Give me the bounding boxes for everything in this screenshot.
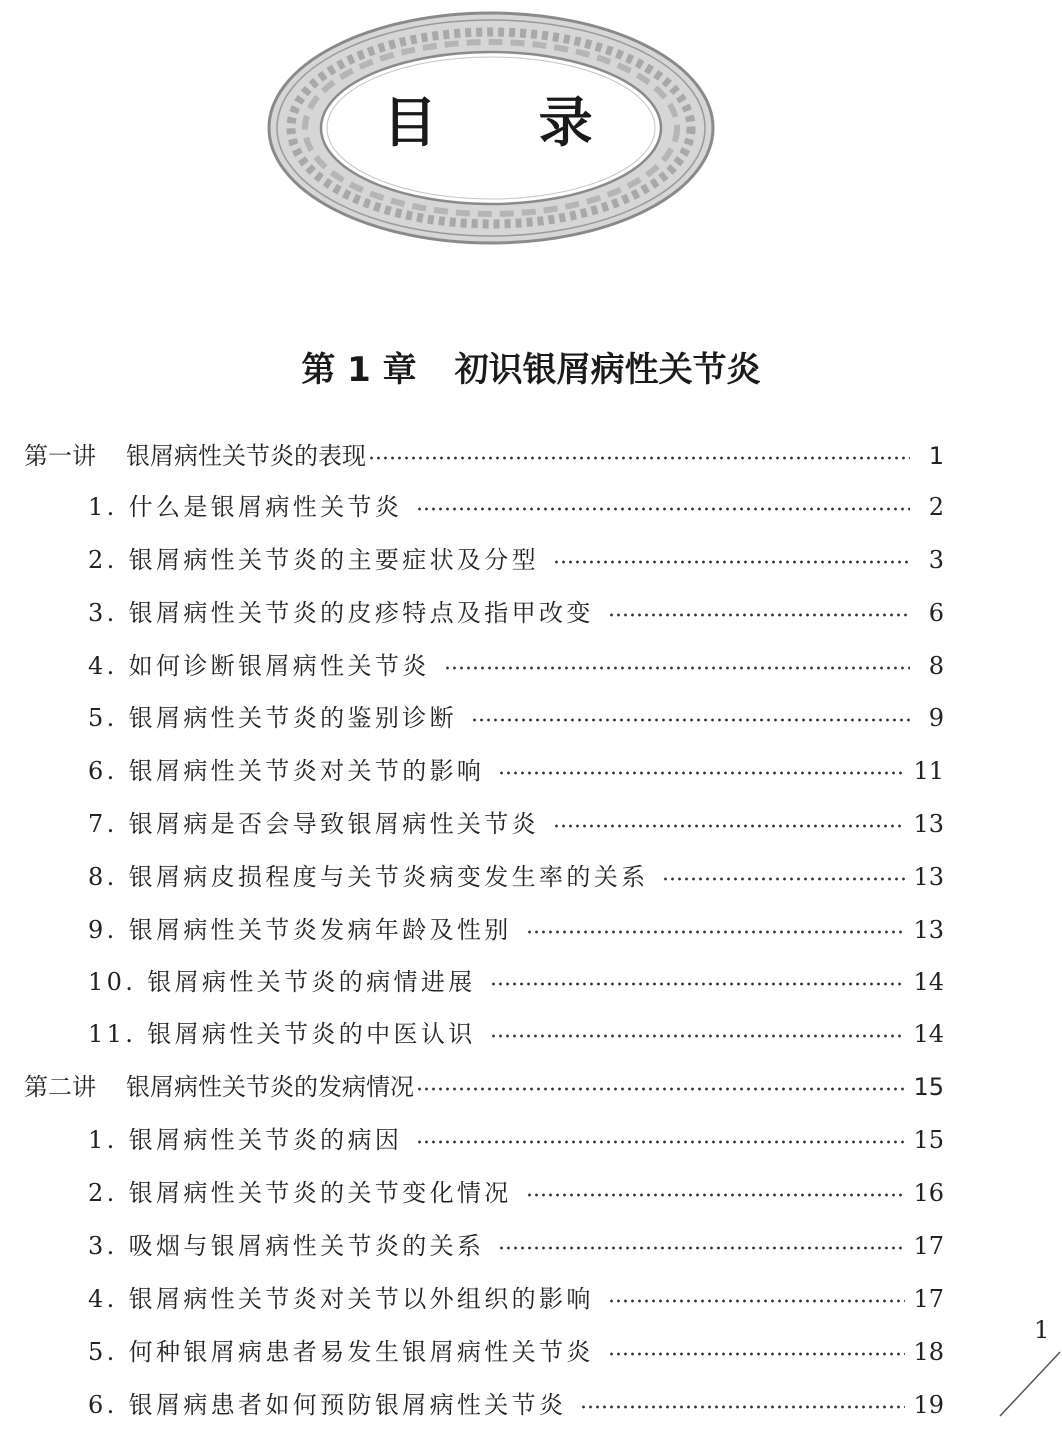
lecture-title: 银屑病性关节炎的发病情况	[126, 1073, 414, 1101]
toc-item[interactable]	[88, 1228, 944, 1264]
page-ref: 6	[928, 599, 944, 627]
dot-leader	[416, 1140, 905, 1144]
toc-item-label: 6. 银屑病性关节炎对关节的影响	[88, 757, 485, 785]
toc-item-label: 7. 银屑病是否会导致银屑病性关节炎	[88, 810, 540, 838]
page-ref: 16	[913, 1179, 944, 1207]
toc-item[interactable]	[88, 648, 944, 684]
toc-item-label: 2. 银屑病性关节炎的主要症状及分型	[88, 546, 540, 574]
toc-item-label: 6. 银屑病患者如何预防银屑病性关节炎	[88, 1391, 567, 1419]
dot-leader	[553, 824, 905, 828]
dot-leader	[498, 1246, 905, 1250]
toc-item-label: 3. 银屑病性关节炎的皮疹特点及指甲改变	[88, 599, 594, 627]
toc-item[interactable]	[88, 859, 944, 895]
toc-item-label: 4. 如何诊断银屑病性关节炎	[88, 652, 430, 680]
corner-diagonal-line	[996, 1350, 1062, 1420]
toc-item-label: 2. 银屑病性关节炎的关节变化情况	[88, 1179, 512, 1207]
page-ref: 17	[913, 1232, 944, 1260]
dot-leader	[471, 718, 910, 722]
page-ref: 17	[913, 1285, 944, 1313]
toc-lecture-1[interactable]	[24, 438, 944, 474]
toc-item[interactable]	[88, 806, 944, 842]
page-ref: 3	[928, 546, 944, 574]
dot-leader	[662, 877, 905, 881]
toc-item-label: 1. 银屑病性关节炎的病因	[88, 1126, 403, 1154]
lecture-title: 银屑病性关节炎的表现	[126, 442, 366, 470]
toc-item-label: 8. 银屑病皮损程度与关节炎病变发生率的关系	[88, 863, 649, 891]
toc-item[interactable]	[88, 1334, 944, 1370]
toc-item-label: 9. 银屑病性关节炎发病年龄及性别	[88, 916, 512, 944]
dot-leader	[498, 771, 905, 775]
dot-leader	[608, 1299, 906, 1303]
toc-item[interactable]	[88, 489, 944, 525]
page-ref: 2	[928, 493, 944, 521]
page-ref: 18	[913, 1338, 944, 1366]
toc-item[interactable]	[88, 1387, 944, 1423]
dot-leader	[368, 456, 910, 460]
toc-item-label: 10. 银屑病性关节炎的病情进展	[88, 968, 476, 996]
dot-leader	[553, 560, 910, 564]
chapter-title: 初识银屑病性关节炎	[454, 350, 761, 390]
dot-leader	[416, 507, 910, 511]
page-ref: 19	[913, 1391, 944, 1419]
lecture-number: 第二讲	[24, 1073, 96, 1101]
toc-item[interactable]	[88, 1122, 944, 1158]
page-ref: 13	[913, 863, 944, 891]
toc-item-label: 3. 吸烟与银屑病性关节炎的关系	[88, 1232, 485, 1260]
dot-leader	[490, 982, 906, 986]
page-number: 1	[1034, 1316, 1050, 1344]
page-ref: 13	[913, 810, 944, 838]
lecture-number: 第一讲	[24, 442, 96, 470]
dot-leader	[444, 666, 910, 670]
page-ref: 1	[928, 442, 944, 470]
page-ref: 8	[928, 652, 944, 680]
toc-item[interactable]	[88, 964, 944, 1000]
toc-item-label: 4. 银屑病性关节炎对关节以外组织的影响	[88, 1285, 594, 1313]
page-ref: 11	[913, 757, 944, 785]
page-ref: 14	[913, 968, 944, 996]
page-ref: 15	[913, 1126, 944, 1154]
toc-item-label: 5. 银屑病性关节炎的鉴别诊断	[88, 704, 457, 732]
page-ref: 13	[913, 916, 944, 944]
toc-item[interactable]	[88, 912, 944, 948]
page-title: 目 录	[382, 91, 600, 154]
toc-item[interactable]	[88, 1281, 944, 1317]
dot-leader	[526, 1193, 906, 1197]
dot-leader	[416, 1087, 905, 1091]
toc-item[interactable]	[88, 542, 944, 578]
toc-item-label: 5. 何种银屑病患者易发生银屑病性关节炎	[88, 1338, 594, 1366]
dot-leader	[608, 1352, 906, 1356]
page-ref: 15	[913, 1073, 944, 1101]
dot-leader	[580, 1405, 905, 1409]
toc-item-label: 1. 什么是银屑病性关节炎	[88, 493, 403, 521]
chapter-heading	[0, 342, 1062, 391]
toc-item-label: 11. 银屑病性关节炎的中医认识	[88, 1020, 476, 1048]
toc-item[interactable]	[88, 1016, 944, 1052]
toc-item[interactable]	[88, 753, 944, 789]
toc-lecture-2[interactable]	[24, 1069, 944, 1105]
page-ref: 9	[928, 704, 944, 732]
dot-leader	[490, 1034, 906, 1038]
toc-item[interactable]	[88, 700, 944, 736]
toc-item[interactable]	[88, 595, 944, 631]
toc-item[interactable]	[88, 1175, 944, 1211]
chapter-number: 第 1 章	[301, 350, 417, 390]
page-ref: 14	[913, 1020, 944, 1048]
dot-leader	[526, 930, 906, 934]
dot-leader	[608, 613, 910, 617]
